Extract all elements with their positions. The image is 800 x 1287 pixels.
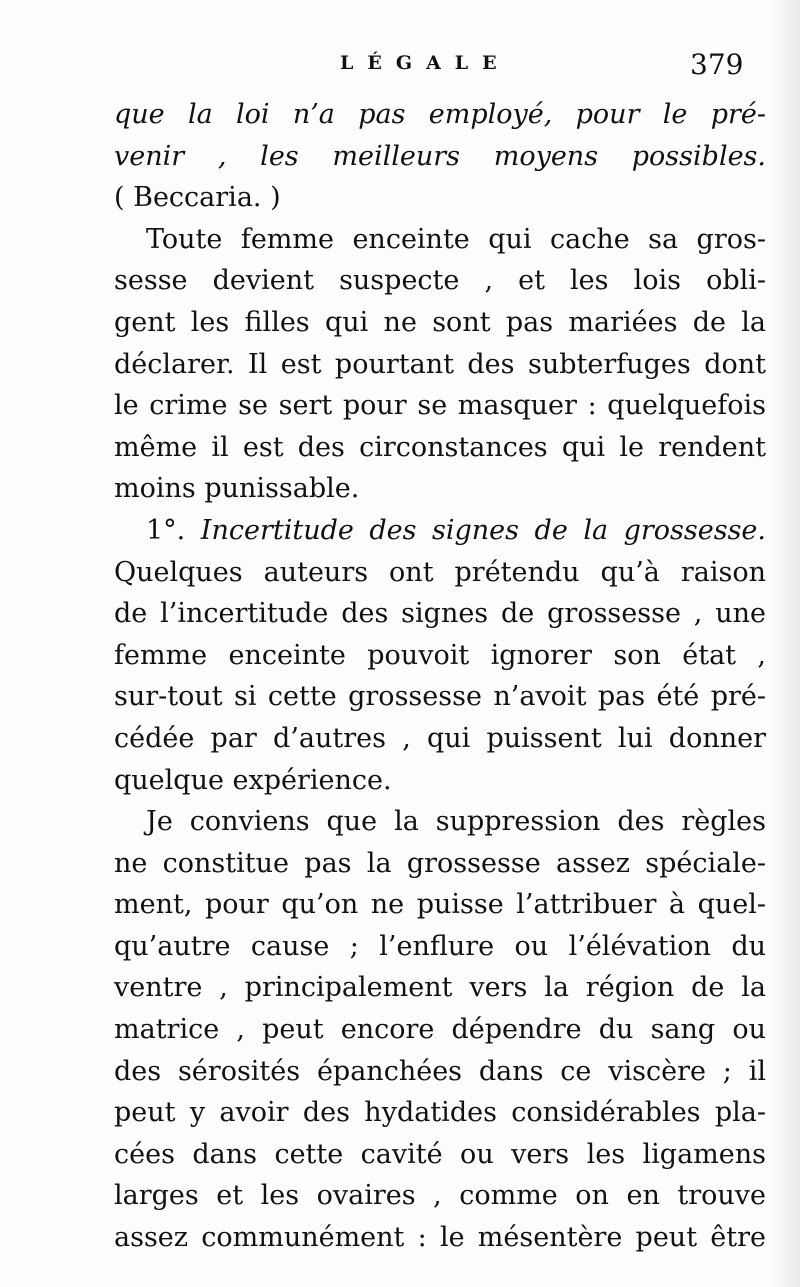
text-line: femme enceinte pouvoit ignorer son état ,: [114, 639, 766, 671]
page-number: 379: [690, 48, 744, 81]
text-line: Toute femme enceinte qui cache sa gros-: [146, 223, 766, 255]
section-number: 1°.: [146, 514, 186, 546]
text-line: cées dans cette cavité ou vers les ligamens: [114, 1138, 766, 1170]
text-line: qu’autre cause ; l’enflure ou l’élévation du: [114, 930, 766, 962]
page-header: [0, 48, 800, 88]
text-line: que la loi n’a pas employé, pour le pré-: [114, 99, 766, 130]
text-line: quelque expérience.: [114, 764, 392, 796]
text-line: déclarer. Il est pourtant des subterfuges dont: [114, 348, 766, 380]
text-line: venir , les meilleurs moyens possibles.: [114, 140, 766, 172]
text-line: même il est des circonstances qui le rendent: [114, 431, 766, 463]
text-line: des sérosités épanchées dans ce viscère ; il: [114, 1055, 766, 1087]
running-title: LÉGALE: [340, 52, 511, 74]
text-line: Quelques auteurs ont prétendu qu’à raison: [114, 556, 766, 588]
text-line: Je conviens que la suppression des règles: [146, 806, 766, 838]
text-line: matrice , peut encore dépendre du sang ou: [114, 1014, 766, 1046]
section-paragraph: [114, 510, 766, 801]
text-line: ( Beccaria. ): [114, 182, 281, 214]
text-line: moins punissable.: [114, 473, 360, 505]
paragraph: [114, 801, 766, 1259]
text-line: gent les filles qui ne sont pas mariées de la: [114, 306, 766, 338]
paragraph: [114, 219, 766, 510]
text-line: sesse devient suspecte , et les lois obli-: [114, 265, 766, 297]
page-edge-shadow: [770, 0, 800, 1287]
text-line: ne constitue pas la grossesse assez spéciale-: [114, 847, 766, 879]
body-text: [114, 94, 766, 1259]
paragraph-quote-end: [114, 94, 766, 219]
section-heading: [114, 510, 766, 552]
text-line: sur-tout si cette grossesse n’avoit pas été pré-: [114, 681, 766, 713]
section-heading-text: Incertitude des signes de la grossesse.: [200, 514, 766, 546]
text-line: cédée par d’autres , qui puissent lui donner: [114, 722, 766, 754]
text-line: larges et les ovaires , comme on en trouve: [114, 1180, 766, 1212]
text-line: le crime se sert pour se masquer : quelquefois: [114, 390, 766, 422]
text-line: ment, pour qu’on ne puisse l’attribuer à quel-: [114, 889, 766, 921]
text-line: de l’incertitude des signes de grossesse , une: [114, 598, 766, 630]
text-line: ventre , principalement vers la région de la: [114, 972, 766, 1004]
text-line: assez communément : le mésentère peut être: [114, 1222, 766, 1254]
text-line: peut y avoir des hydatides considérables pla-: [114, 1097, 766, 1129]
